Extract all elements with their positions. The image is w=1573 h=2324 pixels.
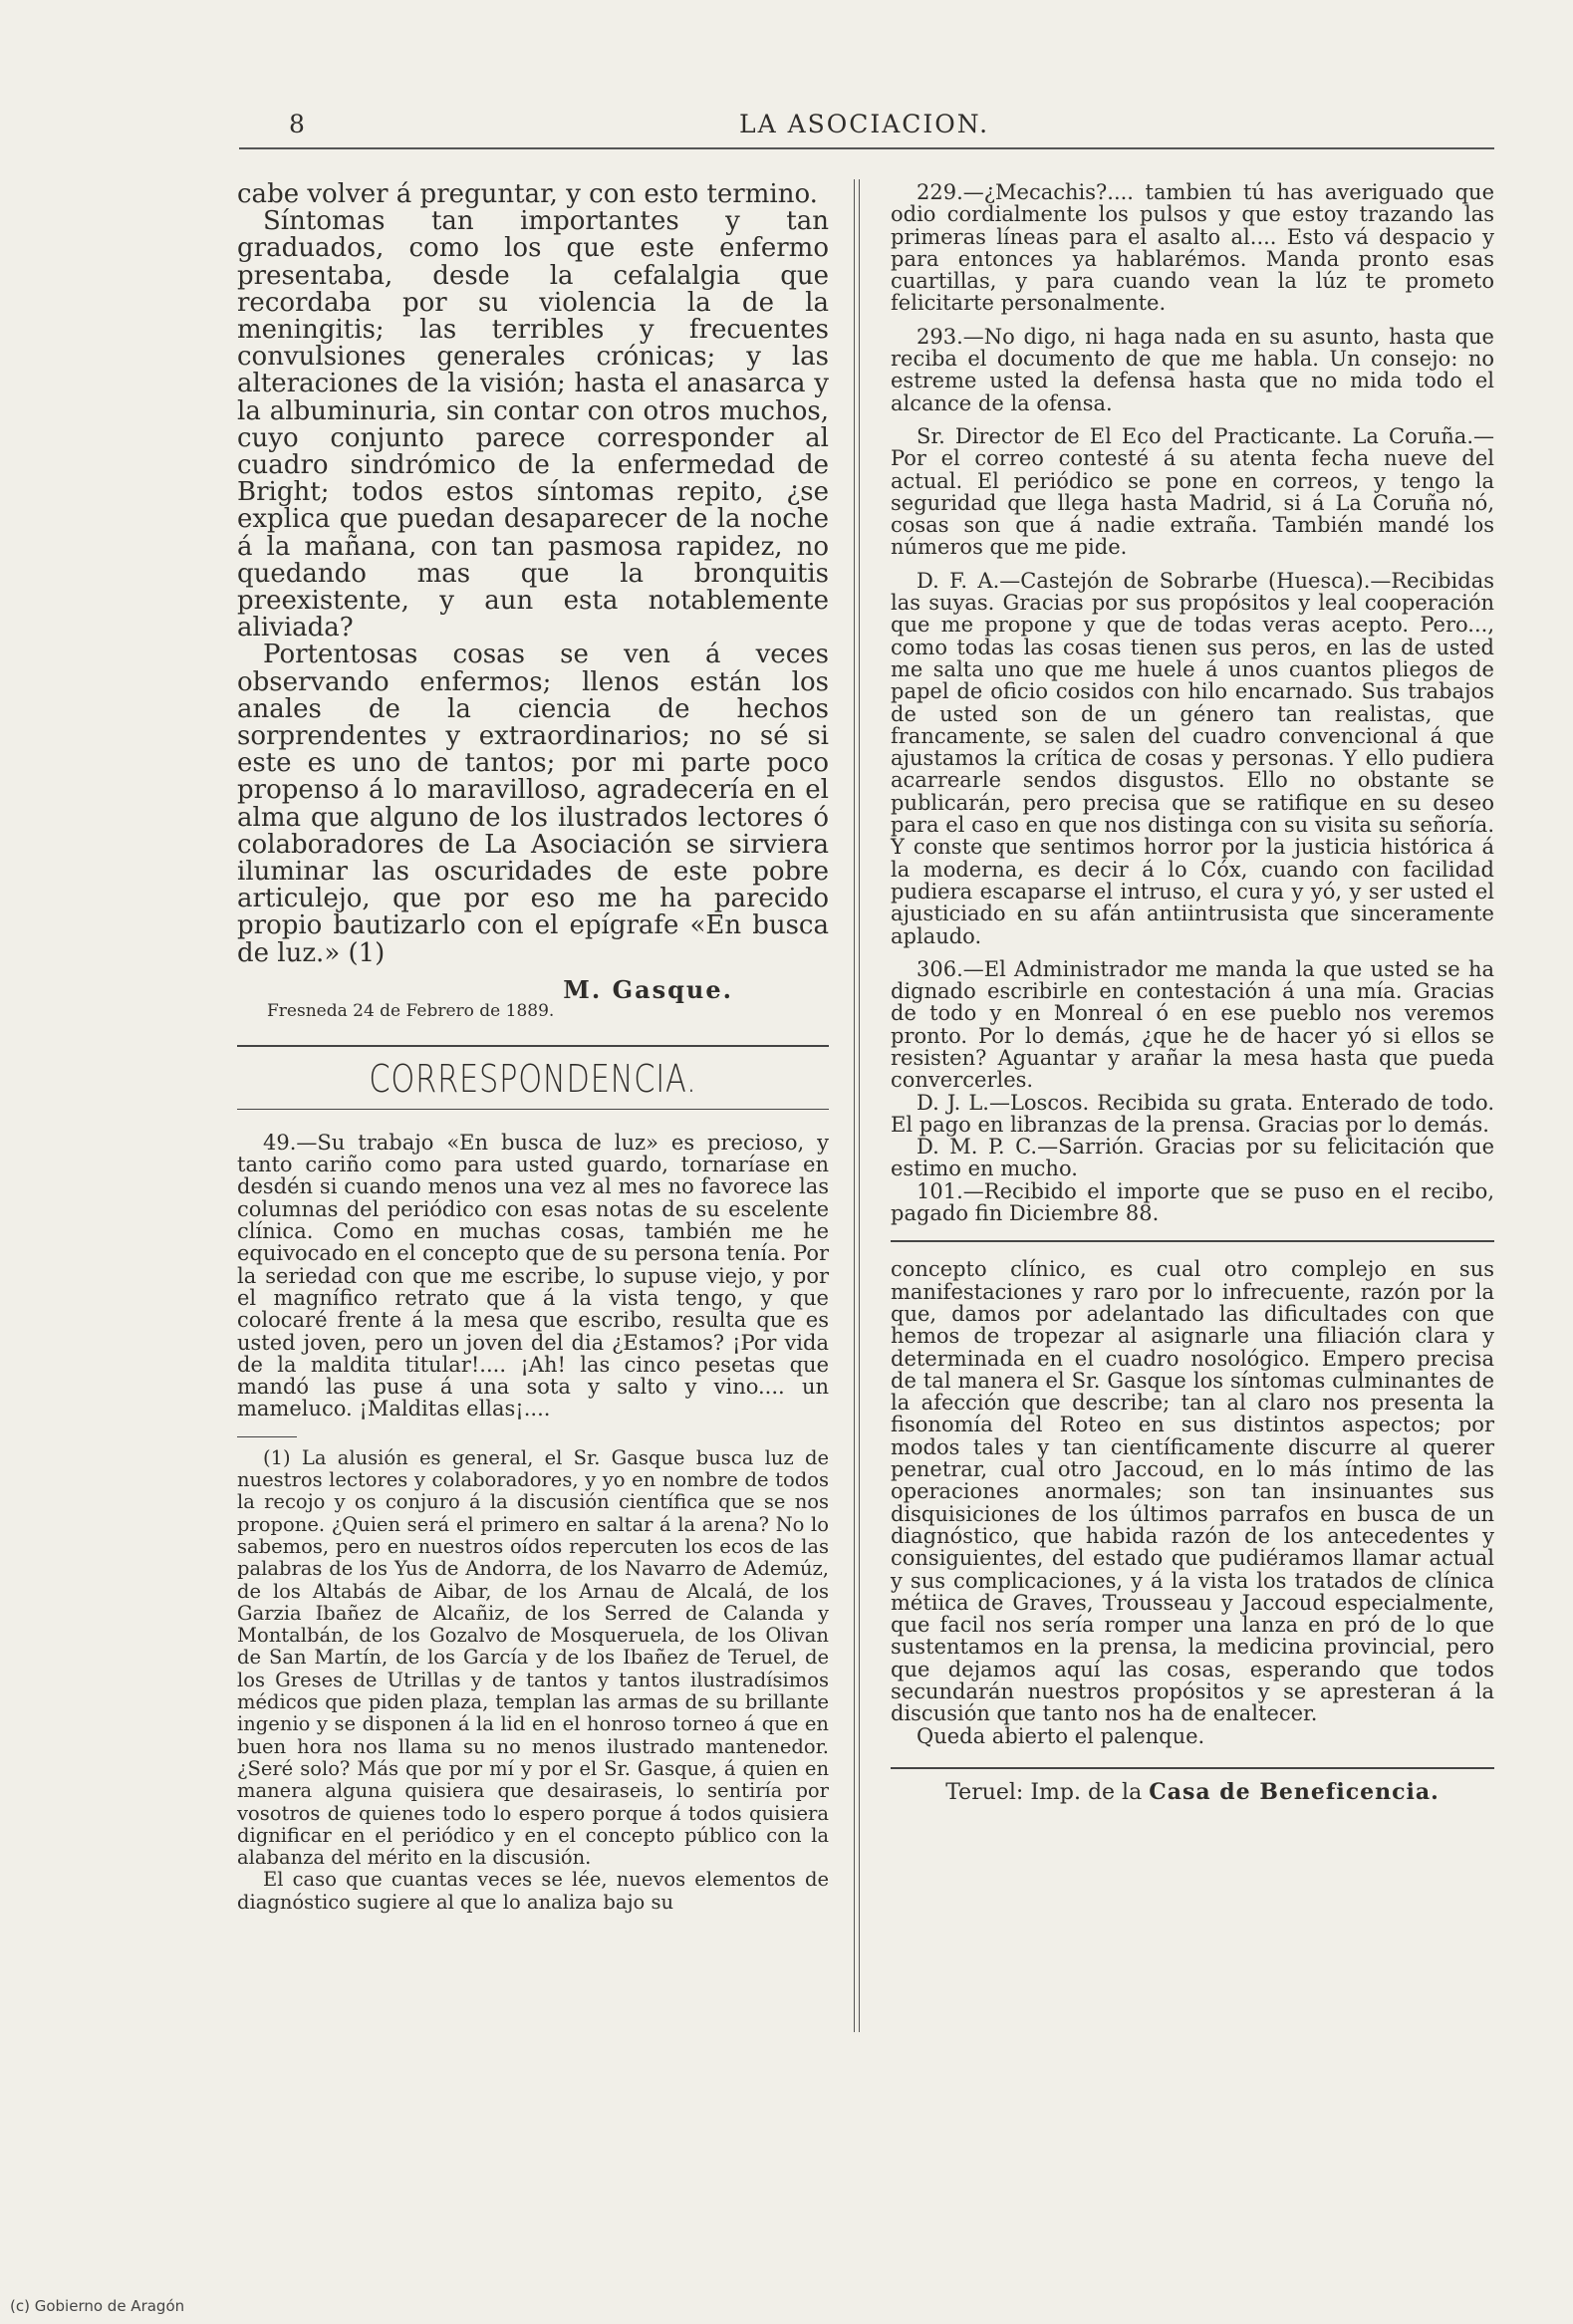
- correspondence-letter: 293.—No digo, ni haga nada en su asunto, hasta que reciba el documento de que me habla. Un consejo: no estreme usted la defensa hasta que no mida todo el alcance de la ofensa.: [891, 324, 1494, 415]
- correspondence-letter: 101.—Recibido el importe que se puso en el recibo, pagado fin Diciembre 88.: [891, 1178, 1494, 1226]
- closing-line: Queda abierto el palenque.: [917, 1723, 1205, 1748]
- section-title: CORRESPONDENCIA.: [369, 1056, 697, 1101]
- page-header: [239, 110, 1489, 149]
- footnote: (1) La alusión es general, el Sr. Gasque busca luz de nuestros lectores y colaboradores, y yo en nombre de todos la recojo y os conjuro á la discusión científica que se nos propone. ¿Quien será el primero en saltar á la arena? No lo sabemos, pero en nuestros oídos repercuten los ecos de las palabras de los Yus de Andorra, de los Navarro de Ademúz, de los Altabás de Aibar, de los Arnau de Alcalá, de los Garzia Ibañez de Alcañiz, de los Serred de Calanda y Montalbán, de los Gozalvo de Mosqueruela, de los Olivan de San Martín, de los García y de los Ibañez de Teruel, de los Greses de Utrillas y de tantos y tantos ilustradísimos médicos que piden plaza, templan las armas de su brillante ingenio y se disponen á la lid en el honroso torneo á que en buen hora nos llama su no menos ilustrado mantenedor. ¿Seré solo? Más que por mí y por el Sr. Gasque, á quien en manera alguna quisiera que desairaseis, lo sentiría por vosotros de quienes todo lo espero porque á todos quisiera dignificar en el periódico y en el concepto público con la alabanza del mérito en la discusión.: [237, 1445, 829, 1870]
- column-divider: [854, 179, 855, 2032]
- column-divider-double: [859, 179, 860, 2032]
- running-title: LA ASOCIACION.: [738, 110, 990, 138]
- column-rule: [891, 1240, 1494, 1242]
- printer-imprint: [891, 1779, 1494, 1805]
- article-paragraph: Síntomas tan importantes y tan graduados, como los que este enfermo presentaba, desde la cefalalgia que recordaba por su violencia la de la meningitis; las terribles y frecuentes convulsiones generales crónicas; y las alteraciones de la visión; hasta el anasarca y la albuminuria, sin contar con otros muchos, cuyo conjunto parece corresponder al cuadro sindrómico de la enfermedad de Bright; todos estos síntomas repito, ¿se explica que puedan desaparecer de la noche á la mañana, con tan pasmosa rapidez, no quedando mas que la bronquitis preexistente, y aun esta notablemente aliviada?: [237, 206, 829, 644]
- correspondence-letter: 229.—¿Mecachis?.... tambien tú has averiguado que odio cordialmente los pulsos y que estoy trazando las primeras líneas para el asalto al.... Esto vá despacio y para entonces ya hablarémos. Manda pronto esas cuartillas, y para cuando vean la lúz te prometo felicitarte personalmente.: [891, 180, 1494, 316]
- imprint-name: Casa de Beneficencia.: [1149, 1778, 1440, 1805]
- correspondence-letter: D. F. A.—Castejón de Sobrarbe (Huesca).—Recibidas las suyas. Gracias por sus propósitos y leal cooperación que me propone y que de todas veras acepto. Pero..., como todas las cosas tienen sus peros, en las de usted me salta uno que me huele á unos cuantos pliegos de papel de oficio cosidos con hilo encarnado. Sus trabajos de usted son de un género tan realistas, que francamente, se salen del cuadro convencional á que ajustamos la crítica de cosas y personas. Y ello pudiera acarrearle sendos disgustos. Ello no obstante se publicarán, pero precisa que se ratifique en su deseo para el caso en que nos distinga con su visita su señoría. Y conste que sentimos horror por la justicia histórica á la moderna, es decir á lo Cóx, cuando con facilidad pudiera escaparse el intruso, el cura y yó, y ser usted el ajusticiado en su afán antiintrusista que sinceramente aplaudo.: [891, 568, 1494, 948]
- header-rule: [239, 147, 1494, 149]
- footnote-rule: [237, 1436, 297, 1437]
- author-signature: M. Gasque.: [563, 974, 733, 1004]
- correspondence-letter: Sr. Director de El Eco del Practicante. La Coruña.—Por el correo contesté á su atenta fecha nueve del actual. El periódico se pone en correos, y tengo la seguridad que llega hasta Madrid, si á La Coruña nó, cosas son que á nadie extraña. También mandé los números que me pide.: [891, 423, 1494, 560]
- left-column: [237, 181, 829, 1914]
- article-paragraph: cabe volver á preguntar, y con esto termino.: [237, 179, 818, 209]
- page-number: 8: [289, 110, 306, 138]
- article-continuation: concepto clínico, es cual otro complejo en sus manifestaciones y raro por lo infrecuente, razón por la que, damos por adelantado las dificultades con que hemos de tropezar al asignarle una filiación clara y determinada en el cuadro nosológico. Empero precisa de tal manera el Sr. Gasque los síntomas culminantes de la afección que describe; tan al claro nos presenta la fisonomía del Roteo en sus distintos aspectos; por modos tales y tan científicamente discurre al querer penetrar, cual otro Jaccoud, en lo más íntimo de las operaciones anormales; son tan insinuantes sus disquisiciones de los últimos parrafos en busca de un diagnóstico, que habida razón de los antecedentes y consiguientes, del estado que pudiéramos llamar actual y sus complicaciones, y á la vista los tratados de clínica métiica de Graves, Trousseau y Jaccoud especialmente, que facil nos sería romper una lanza en pró de lo que sustentamos en la prensa, la medicina provincial, pero que dejamos aquí las cosas, esperando que todos secundarán nuestros propósitos y se apresteran á la discusión que tanto nos ha de enaltecer.: [891, 1257, 1494, 1726]
- copyright-credit: (c) Gobierno de Aragón: [10, 2297, 185, 2315]
- correspondence-letter: D. J. L.—Loscos. Recibida su grata. Enterado de todo. El pago en libranzas de la prensa. Gracias por lo demás.: [891, 1090, 1494, 1137]
- dateline: Fresneda 24 de Febrero de 1889.: [267, 1000, 555, 1021]
- imprint-prefix: Teruel: Imp. de la: [945, 1779, 1143, 1805]
- footnote-continuation: El caso que cuantas veces se lée, nuevos elementos de diagnóstico sugiere al que lo analiza bajo su: [237, 1868, 829, 1914]
- imprint-rule: [891, 1767, 1494, 1769]
- correspondence-letter: 49.—Su trabajo «En busca de luz» es precioso, y tanto cariño como para usted guardo, tornaríase en desdén si cuando menos una vez al mes no favorece las columnas del periódico con esas notas de su escelente clínica. Como en muchas cosas, también me he equivocado en el concepto que de su persona tenía. Por la seriedad con que me escribe, lo supuse viejo, y por el magnífico retrato que á la vista tengo, y que colocaré frente á la mesa que escribo, resulta que es usted joven, pero un joven del dia ¿Estamos? ¡Por vida de la maldita titular!.... ¡Ah! las cinco pesetas que mandó las puse á una sota y salto y vino.... un mameluco. ¡Malditas ellas¡....: [237, 1130, 830, 1421]
- signature-block: [237, 967, 829, 1027]
- section-rule-top: [237, 1045, 829, 1047]
- correspondence-letter: D. M. P. C.—Sarrión. Gracias por su felicitación que estimo en mucho.: [891, 1135, 1494, 1181]
- right-column: [891, 181, 1494, 1805]
- correspondence-letter: 306.—El Administrador me manda la que usted se ha dignado escribirle en contestación á una mía. Gracias de todo y en Monreal ó en ese pueblo nos veremos pronto. Por lo demás, ¿que he de hacer yó si ellos se resisten? Aguantar y arañar la mesa hasta que pueda convercerles.: [891, 956, 1494, 1093]
- article-paragraph: Portentosas cosas se ven á veces observando enfermos; llenos están los anales de la ciencia de hechos sorprendentes y extraordinarios; no sé si este es uno de tantos; por mi parte poco propenso á lo maravilloso, agradecería en el alma que alguno de los ilustrados lectores ó colaboradores de La Asociación se sirviera iluminar las oscuridades de este pobre articulejo, que por eso me ha parecido propio bautizarlo con el epígrafe «En busca de luz.» (1): [237, 640, 829, 968]
